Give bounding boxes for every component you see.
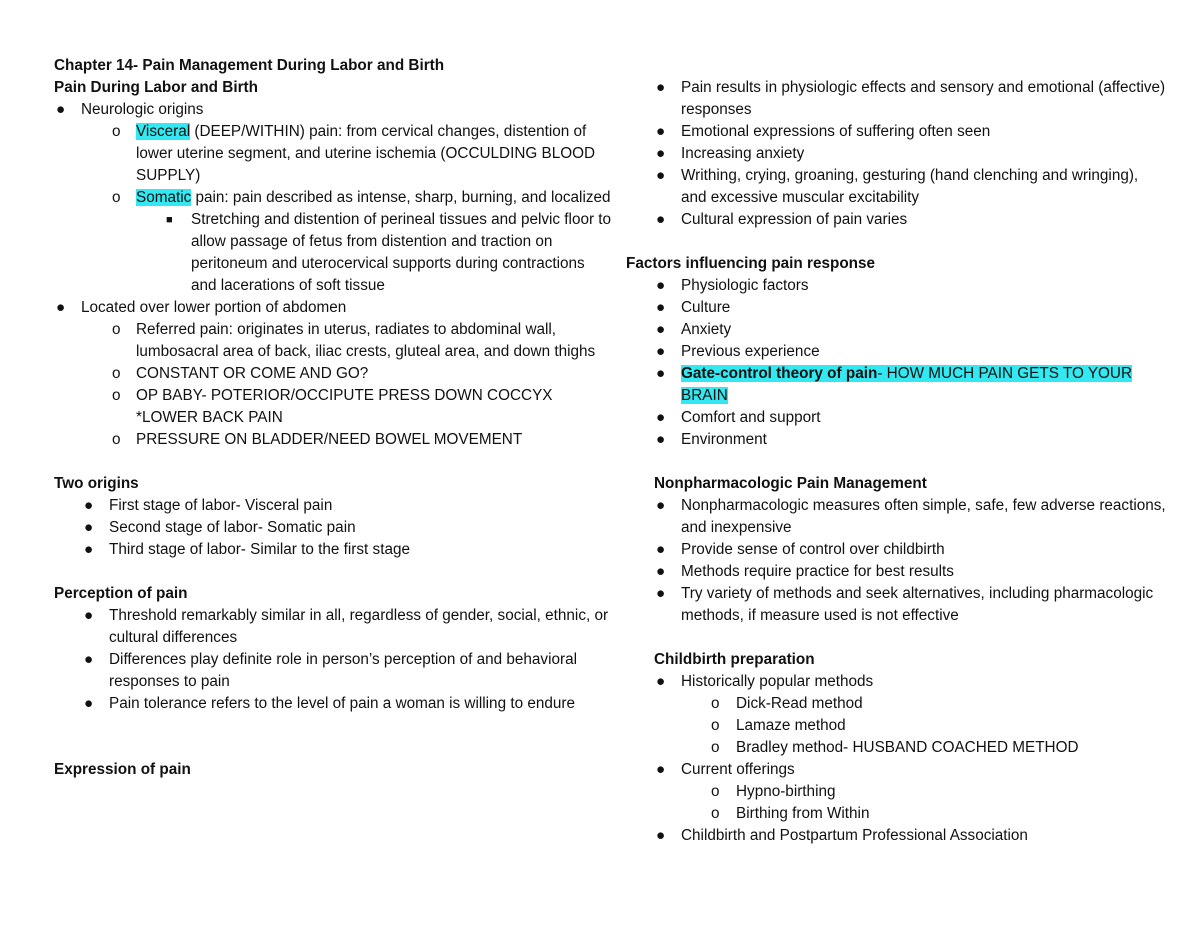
list-item: ● Located over lower portion of abdomen	[54, 297, 614, 319]
list-item: o Referred pain: originates in uterus, radiates to abdominal wall, lumbosacral area of back, iliac crests, gluteal area, and down thighs	[112, 321, 596, 360]
circle-bullet-icon: o	[711, 739, 720, 756]
bullet-icon: ●	[656, 277, 666, 294]
bullet-icon: ●	[56, 101, 66, 118]
list-item: ● Provide sense of control over childbirth	[626, 539, 1166, 561]
factors-list	[626, 275, 1166, 451]
bullet-icon: ●	[656, 673, 666, 690]
list-item: o OP BABY- POTERIOR/OCCIPUTE PRESS DOWN COCCYX *LOWER BACK PAIN	[112, 387, 553, 426]
bullet-icon: ●	[656, 365, 666, 382]
list-item: ● Childbirth and Postpartum Professional Association	[626, 825, 1166, 847]
list-item: o Birthing from Within	[626, 803, 1166, 825]
section-title-expression: Expression of pain	[54, 761, 191, 778]
section-title-nonpharm: Nonpharmacologic Pain Management	[654, 475, 927, 492]
perception-list	[54, 605, 614, 715]
list-item: ● First stage of labor- Visceral pain	[54, 495, 614, 517]
circle-bullet-icon: o	[112, 431, 121, 448]
list-item-somatic: o Somatic pain: pain described as intense, sharp, burning, and localized	[54, 187, 614, 209]
list-item: ● Culture	[626, 297, 1166, 319]
bullet-icon: ●	[656, 585, 666, 602]
list-item: o Lamaze method	[626, 715, 1166, 737]
neurologic-list	[54, 99, 614, 451]
list-item: ● Writhing, crying, groaning, gesturing (hand clenching and wringing), and excessive muscular excitability	[656, 167, 1139, 206]
list-item: ● Second stage of labor- Somatic pain	[54, 517, 614, 539]
list-item: ● Anxiety	[626, 319, 1166, 341]
expression-list	[626, 77, 1166, 231]
list-item: ● Differences play definite role in person’s perception of and behavioral responses to pain	[84, 651, 577, 690]
list-item: o Dick-Read method	[626, 693, 1166, 715]
bullet-icon: ●	[656, 123, 666, 140]
bullet-icon: ●	[84, 541, 94, 558]
bullet-icon: ●	[656, 343, 666, 360]
list-item: ● Comfort and support	[626, 407, 1166, 429]
list-item: ● Pain tolerance refers to the level of pain a woman is willing to endure	[54, 693, 614, 715]
circle-bullet-icon: o	[711, 805, 720, 822]
section-title-childbirth: Childbirth preparation	[654, 651, 815, 668]
circle-bullet-icon: o	[112, 387, 121, 404]
list-item: ● Pain results in physiologic effects and sensory and emotional (affective) responses	[656, 79, 1166, 118]
square-bullet-icon: ■	[166, 214, 173, 226]
list-item-gate-control	[626, 363, 1166, 407]
right-column	[626, 77, 1166, 847]
bullet-icon: ●	[656, 321, 666, 338]
highlight-visceral: Visceral	[136, 123, 191, 140]
bullet-icon: ●	[656, 211, 666, 228]
left-column	[54, 55, 614, 781]
bullet-icon: ●	[656, 145, 666, 162]
circle-bullet-icon: o	[112, 123, 121, 140]
list-item: ● Cultural expression of pain varies	[626, 209, 1166, 231]
two-origins-list	[54, 495, 614, 561]
bullet-icon: ●	[84, 695, 94, 712]
bullet-icon: ●	[84, 519, 94, 536]
bullet-icon: ●	[656, 497, 666, 514]
section-title-factors: Factors influencing pain response	[626, 255, 876, 272]
list-item: ● Try variety of methods and seek alternatives, including pharmacologic methods, if measure used is not effective	[656, 585, 1154, 624]
bullet-icon: ●	[656, 299, 666, 316]
bullet-icon: ●	[56, 299, 66, 316]
circle-bullet-icon: o	[112, 189, 121, 206]
list-item: ● Neurologic origins	[54, 99, 614, 121]
list-item: ● Increasing anxiety	[626, 143, 1166, 165]
list-item-visceral: o Visceral (DEEP/WITHIN) pain: from cervical changes, distention of lower uterine segment, and uterine ischemia (OCCULDING BLOOD SUPPLY)	[112, 123, 596, 184]
highlight-gate-control: Gate-control theory of pain- HOW MUCH PAIN GETS TO YOUR BRAIN	[681, 365, 1133, 404]
bullet-icon: ●	[656, 431, 666, 448]
list-item: ● Previous experience	[626, 341, 1166, 363]
bullet-icon: ●	[656, 563, 666, 580]
list-item: ● Threshold remarkably similar in all, regardless of gender, social, ethnic, or cultural differences	[84, 607, 609, 646]
list-item: ● Nonpharmacologic measures often simple, safe, few adverse reactions, and inexpensive	[656, 497, 1166, 536]
bullet-icon: ●	[84, 651, 94, 668]
list-item: ● Physiologic factors	[626, 275, 1166, 297]
circle-bullet-icon: o	[711, 717, 720, 734]
circle-bullet-icon: o	[112, 321, 121, 338]
bullet-icon: ●	[656, 541, 666, 558]
bullet-icon: ●	[84, 607, 94, 624]
list-item: o PRESSURE ON BLADDER/NEED BOWEL MOVEMENT	[54, 429, 614, 451]
bullet-icon: ●	[656, 167, 666, 184]
bullet-icon: ●	[656, 761, 666, 778]
bullet-icon: ●	[656, 409, 666, 426]
circle-bullet-icon: o	[711, 695, 720, 712]
bullet-icon: ●	[656, 827, 666, 844]
section-title-two-origins: Two origins	[54, 475, 139, 492]
list-item: o Hypno-birthing	[626, 781, 1166, 803]
bullet-icon: ●	[656, 79, 666, 96]
section-title-pain-during-labor: Pain During Labor and Birth	[54, 79, 258, 96]
list-item: ● Historically popular methods	[626, 671, 1166, 693]
list-item: ● Third stage of labor- Similar to the first stage	[54, 539, 614, 561]
list-item: ● Environment	[626, 429, 1166, 451]
highlight-somatic: Somatic	[136, 189, 192, 206]
circle-bullet-icon: o	[112, 365, 121, 382]
section-title-perception: Perception of pain	[54, 585, 188, 602]
bullet-icon: ●	[84, 497, 94, 514]
circle-bullet-icon: o	[711, 783, 720, 800]
list-item: ● Methods require practice for best results	[626, 561, 1166, 583]
list-item-stretching: ■ Stretching and distention of perineal tissues and pelvic floor to allow passage of fetus from distention and traction on peritoneum and uterocervical supports during contractions and lacerations of soft tissue	[166, 211, 612, 294]
list-item: ● Current offerings	[626, 759, 1166, 781]
list-item: o CONSTANT OR COME AND GO?	[54, 363, 614, 385]
nonpharm-list	[626, 495, 1166, 627]
list-item: ● Emotional expressions of suffering often seen	[626, 121, 1166, 143]
list-item: o Bradley method- HUSBAND COACHED METHOD	[626, 737, 1166, 759]
childbirth-list	[626, 671, 1166, 847]
chapter-title: Chapter 14- Pain Management During Labor and Birth	[54, 57, 445, 74]
